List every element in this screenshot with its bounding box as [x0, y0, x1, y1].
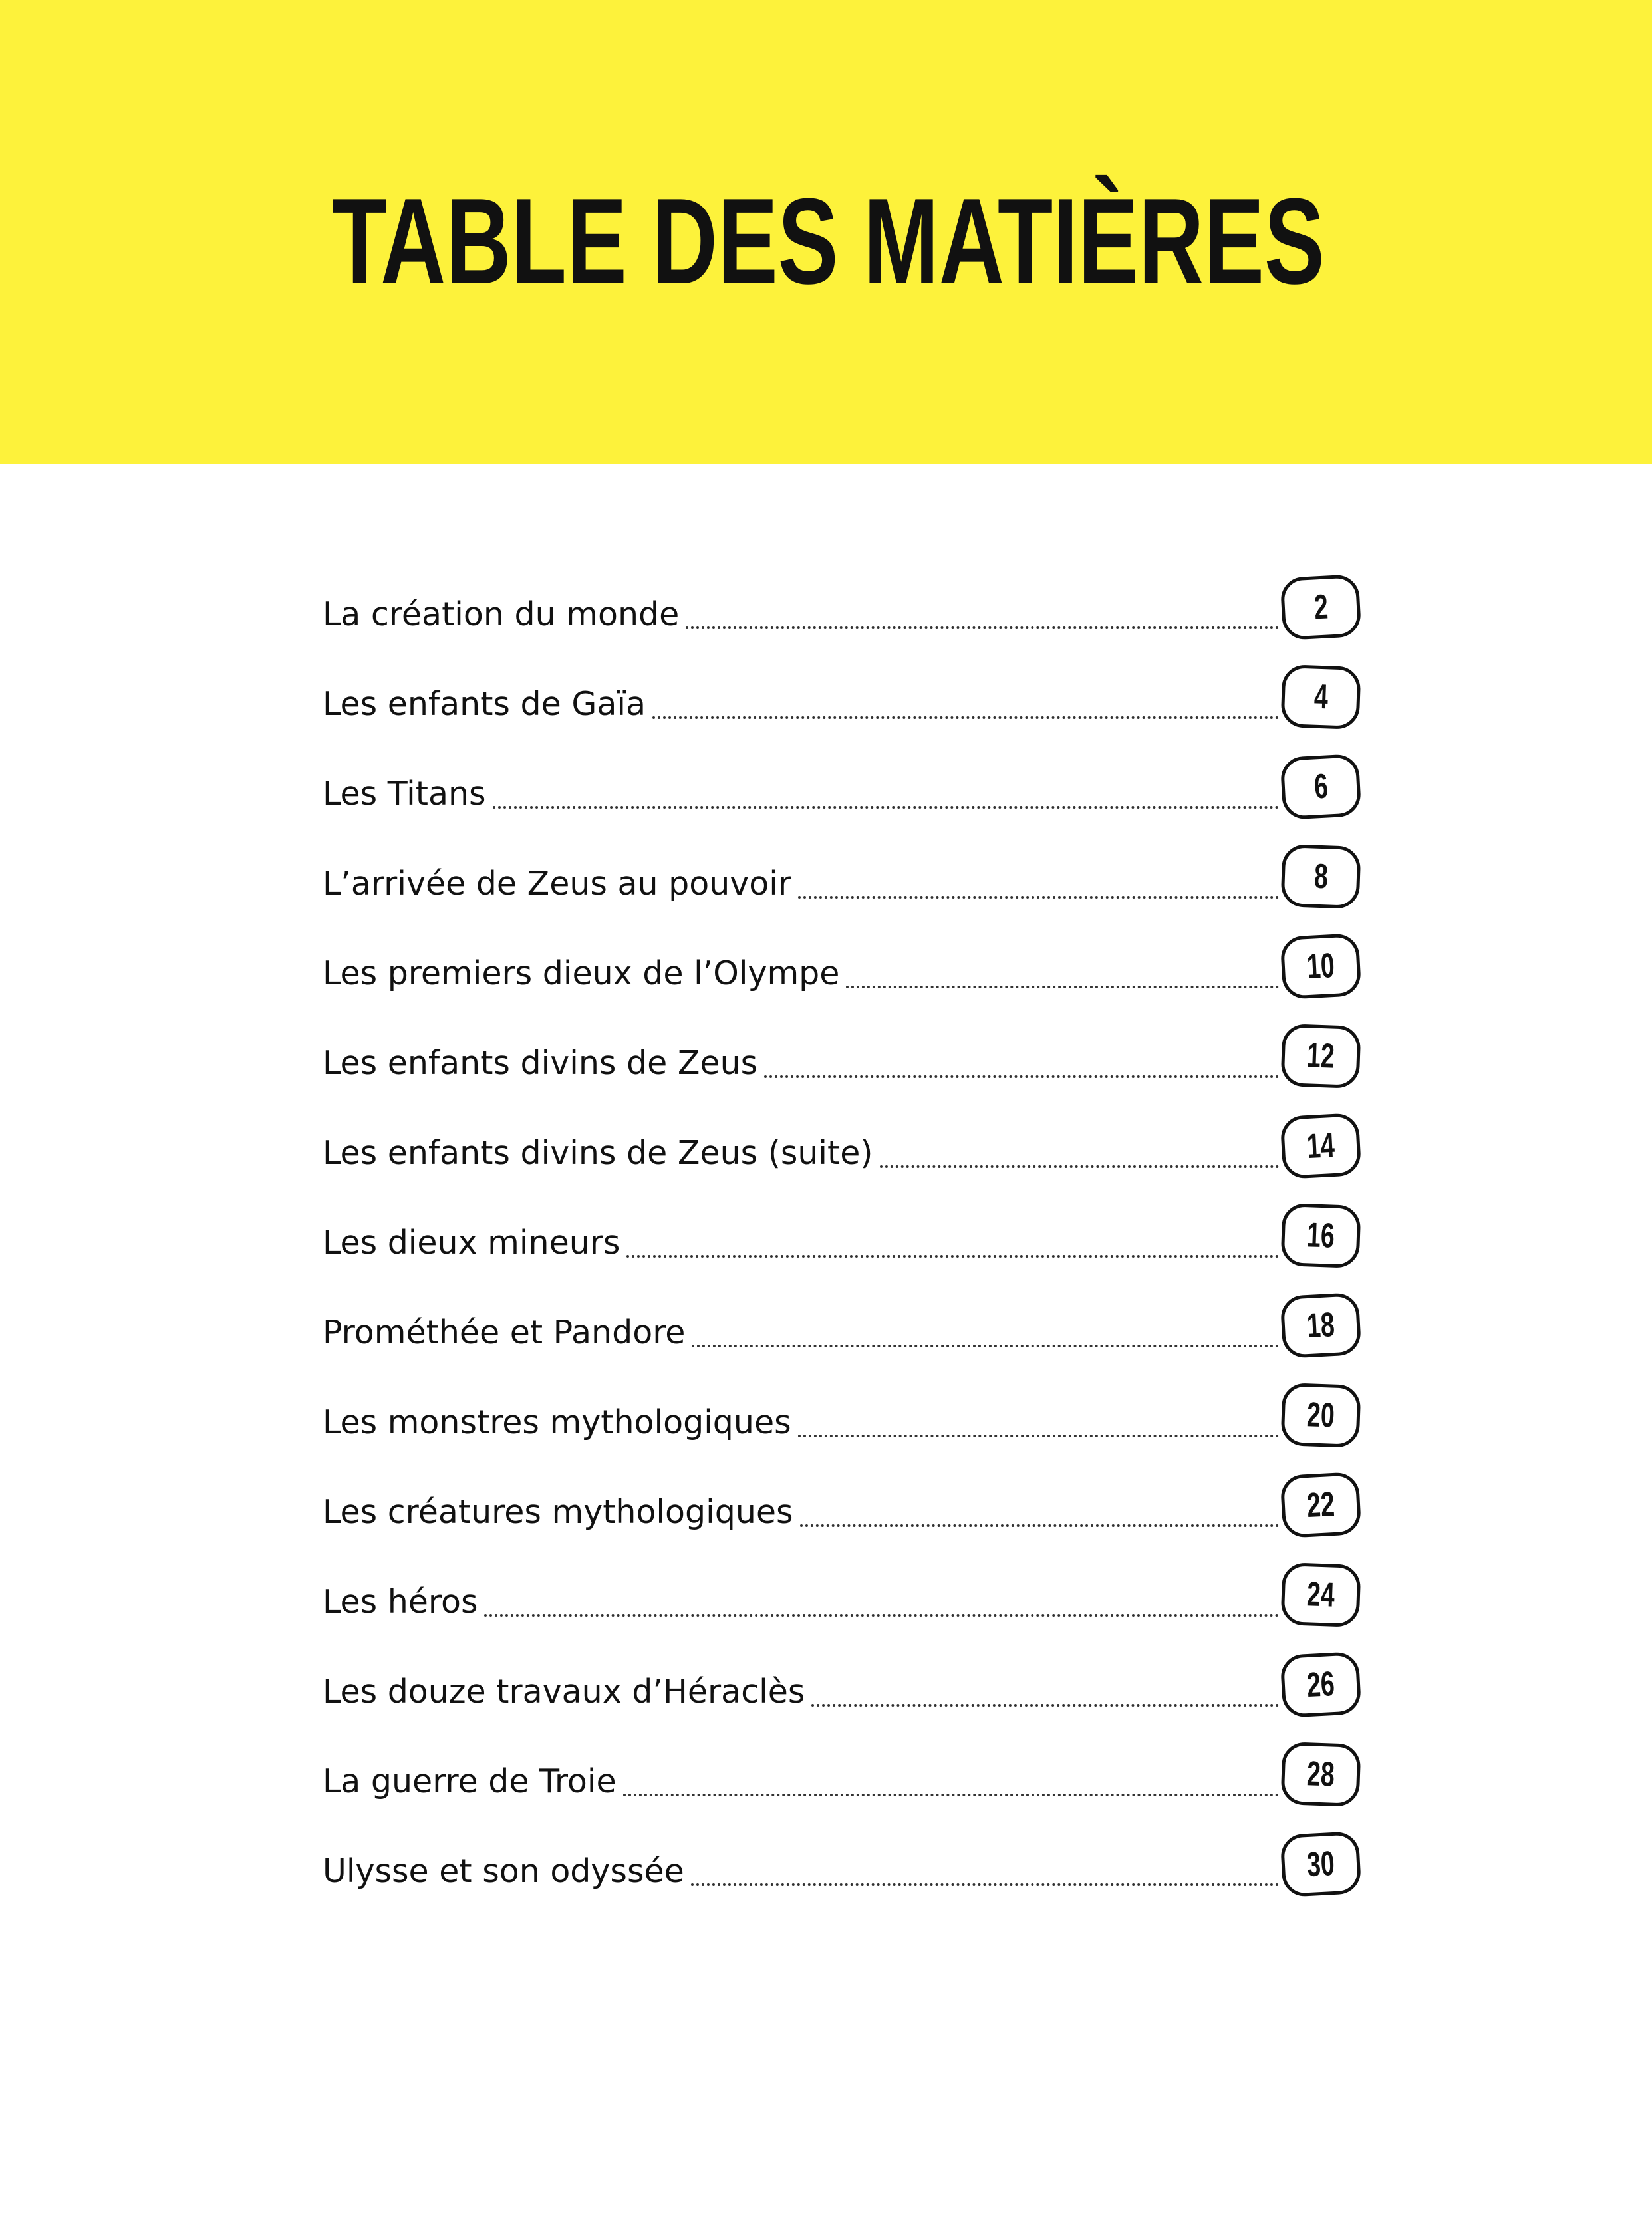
toc-entry-title: La guerre de Troie	[323, 1762, 617, 1800]
toc-entry[interactable]	[323, 666, 1360, 756]
page-number-badge	[1280, 1113, 1362, 1179]
toc-entry-title: Les premiers dieux de l’Olympe	[323, 954, 840, 992]
page-number: 4	[1313, 677, 1329, 717]
page-number: 26	[1306, 1664, 1336, 1705]
toc-entry-title: L’arrivée de Zeus au pouvoir	[323, 865, 792, 903]
toc-entry[interactable]	[323, 756, 1360, 845]
page-number: 30	[1306, 1844, 1336, 1885]
toc-entry-title: Les enfants divins de Zeus	[323, 1044, 758, 1082]
toc-entry[interactable]	[323, 1025, 1360, 1115]
toc-entry-title: Les héros	[323, 1583, 478, 1621]
page-number: 10	[1306, 946, 1336, 987]
page-number-badge	[1280, 844, 1361, 909]
dot-leader	[798, 896, 1279, 899]
toc-entry[interactable]	[323, 1474, 1360, 1564]
page-number: 12	[1306, 1036, 1335, 1076]
dot-leader	[692, 1345, 1279, 1347]
toc-entry[interactable]	[323, 1564, 1360, 1653]
dot-leader	[798, 1435, 1279, 1437]
page-number: 8	[1313, 857, 1329, 897]
dot-leader	[626, 1255, 1279, 1258]
toc-entry[interactable]	[323, 1294, 1360, 1384]
dot-leader	[652, 716, 1279, 719]
page-number: 2	[1313, 587, 1329, 627]
header-band	[0, 0, 1652, 464]
toc-entry[interactable]	[323, 845, 1360, 935]
toc-entry-title: Les enfants divins de Zeus (suite)	[323, 1134, 873, 1172]
page-number: 20	[1306, 1395, 1335, 1435]
page-number-badge	[1280, 1203, 1361, 1268]
toc-entry-title: La création du monde	[323, 595, 680, 633]
toc-entry-title: Les créatures mythologiques	[323, 1493, 793, 1531]
page-number-badge	[1280, 1651, 1362, 1718]
dot-leader	[484, 1614, 1279, 1617]
dot-leader	[493, 806, 1279, 809]
toc-entry[interactable]	[323, 935, 1360, 1025]
dot-leader	[846, 986, 1279, 988]
toc-entry[interactable]	[323, 1115, 1360, 1204]
page-number-badge	[1280, 1831, 1362, 1897]
toc-entry[interactable]	[323, 1204, 1360, 1294]
dot-leader	[686, 626, 1279, 629]
toc-entry-title: Les dieux mineurs	[323, 1224, 620, 1262]
page-title: TABLE DES MATIÈRES	[331, 172, 1325, 309]
toc-entry-title: Ulysse et son odyssée	[323, 1852, 684, 1890]
page-number: 16	[1306, 1216, 1335, 1256]
dot-leader	[800, 1524, 1279, 1527]
page-number-badge	[1280, 933, 1362, 1000]
page-number-badge	[1280, 664, 1361, 730]
toc-entry[interactable]	[323, 576, 1360, 666]
page-number-badge	[1280, 1024, 1361, 1089]
page-number-badge	[1280, 1742, 1361, 1807]
page-number: 18	[1306, 1305, 1336, 1346]
dot-leader	[764, 1075, 1279, 1078]
page-number-badge	[1280, 1562, 1361, 1627]
dot-leader	[691, 1883, 1279, 1886]
dot-leader	[811, 1704, 1279, 1707]
toc-entry[interactable]	[323, 1384, 1360, 1474]
page-number-badge	[1280, 1383, 1361, 1448]
page-number-badge	[1280, 1292, 1362, 1359]
page-number-badge	[1280, 574, 1362, 640]
toc-entry-title: Prométhée et Pandore	[323, 1314, 686, 1351]
toc-entry-title: Les douze travaux d’Héraclès	[323, 1673, 805, 1711]
toc-entry-title: Les enfants de Gaïa	[323, 685, 646, 723]
toc-entry[interactable]	[323, 1653, 1360, 1743]
page-number: 24	[1306, 1575, 1335, 1615]
page-number: 14	[1306, 1125, 1336, 1167]
page-number: 28	[1306, 1754, 1335, 1794]
dot-leader	[623, 1794, 1279, 1796]
toc-entry[interactable]	[323, 1743, 1360, 1833]
page-number: 6	[1313, 767, 1329, 807]
toc-entry[interactable]	[323, 1833, 1360, 1923]
page-number-badge	[1280, 754, 1362, 820]
toc-entry-title: Les monstres mythologiques	[323, 1403, 791, 1441]
page-number: 22	[1306, 1484, 1336, 1526]
table-of-contents	[323, 576, 1360, 1923]
dot-leader	[880, 1165, 1279, 1168]
toc-entry-title: Les Titans	[323, 775, 486, 813]
page-number-badge	[1280, 1472, 1362, 1538]
